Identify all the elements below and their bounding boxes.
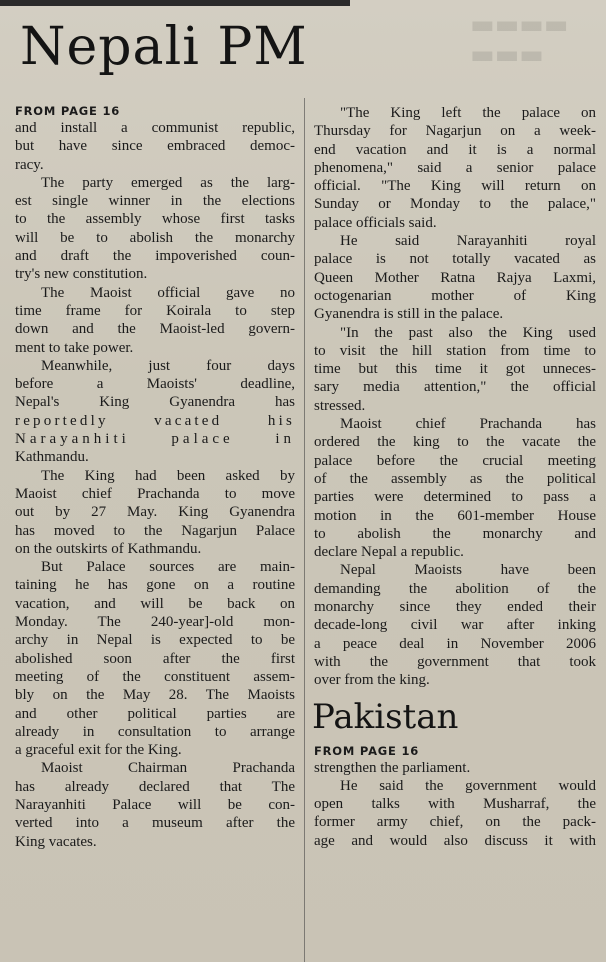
left-column-text bbox=[15, 119, 295, 851]
text-line: Kathmandu. bbox=[15, 449, 89, 466]
text-line: open talks with Musharraf, the bbox=[314, 796, 596, 813]
text-line: out by 27 May. King Gyanendra bbox=[15, 504, 295, 521]
text-line: and draft the impoverished coun- bbox=[15, 248, 295, 265]
text-line: The party emerged as the larg- bbox=[41, 174, 295, 191]
text-line: parties were determined to pass a bbox=[314, 489, 596, 506]
pakistan-headline: Pakistan bbox=[312, 696, 459, 737]
text-line: Nepal's King Gyanendra has bbox=[15, 394, 295, 411]
text-line: ment to take power. bbox=[15, 339, 134, 356]
text-line: Meanwhile, just four days bbox=[41, 357, 295, 374]
text-line: Queen Mother Ratna Rajya Laxmi, bbox=[314, 269, 596, 286]
text-line: and other political parties are bbox=[15, 705, 295, 722]
text-line: time frame for Koirala to step bbox=[15, 302, 295, 319]
right-column bbox=[314, 104, 596, 850]
text-line: demanding the abolition of the bbox=[314, 580, 596, 597]
text-line: down and the Maoist-led govern- bbox=[15, 321, 295, 338]
text-line: Thursday for Nagarjun on a week- bbox=[314, 123, 596, 140]
text-line: Nepal Maoists have been bbox=[340, 562, 596, 579]
text-line: over from the king. bbox=[314, 672, 430, 689]
text-line: octogenarian mother of King bbox=[314, 287, 596, 304]
text-line: Maoist chief Prachanda to move bbox=[15, 485, 295, 502]
bleed-through-shadow: ▬▬▬▬ ▬▬▬ bbox=[470, 10, 569, 70]
text-line: taining he has gone on a routine bbox=[15, 577, 295, 594]
text-line: abolished soon after the first bbox=[15, 650, 295, 667]
text-line: Monday. The 240-year]-old mon- bbox=[15, 614, 295, 631]
article-headline: Nepali PM bbox=[20, 17, 308, 77]
text-line: former army chief, on the pack- bbox=[314, 814, 596, 831]
right-column-text bbox=[314, 104, 596, 690]
text-line: racy. bbox=[15, 156, 44, 173]
text-line: try's new constitution. bbox=[15, 266, 148, 283]
pakistan-text bbox=[314, 759, 596, 850]
text-line: Sunday or Monday to the palace," bbox=[314, 196, 596, 213]
text-line: Narayanhiti Palace will be con- bbox=[15, 796, 295, 813]
text-line: a peace deal in November 2006 bbox=[314, 635, 596, 652]
top-rule bbox=[0, 0, 350, 6]
text-line: King vacates. bbox=[15, 833, 97, 850]
text-line: verted into a museum after the bbox=[15, 815, 295, 832]
text-line: declare Nepal a republic. bbox=[314, 544, 464, 561]
text-line: with the government that took bbox=[314, 653, 596, 670]
text-line: palace before the crucial meeting bbox=[314, 452, 596, 469]
text-line: on the outskirts of Kathmandu. bbox=[15, 540, 202, 557]
text-line: Gyanendra is still in the palace. bbox=[314, 306, 504, 323]
text-line: official. "The King will return on bbox=[314, 178, 596, 195]
left-column bbox=[15, 104, 295, 851]
text-line: est single winner in the elections bbox=[15, 193, 295, 210]
text-line: "In the past also the King used bbox=[340, 324, 596, 341]
text-line: time but this time it got unneces- bbox=[314, 361, 596, 378]
text-line: archy in Nepal is expected to be bbox=[15, 632, 295, 649]
text-line: to abolish the monarchy and bbox=[314, 525, 596, 542]
text-line: to visit the hill station from time to bbox=[314, 342, 596, 359]
text-line: reportedly vacated his bbox=[15, 412, 295, 429]
text-line: But Palace sources are main- bbox=[41, 559, 295, 576]
text-line: The King had been asked by bbox=[41, 467, 295, 484]
text-line: but have since embraced democ- bbox=[15, 138, 295, 155]
text-line: palace is not totally vacated as bbox=[314, 251, 596, 268]
text-line: The Maoist official gave no bbox=[41, 284, 295, 301]
text-line: meeting of the constituent assem- bbox=[15, 668, 295, 685]
text-line: a graceful exit for the King. bbox=[15, 742, 182, 759]
text-line: strengthen the parliament. bbox=[314, 759, 471, 776]
text-line: already in consultation to arrange bbox=[15, 723, 295, 740]
text-line: ordered the king to the vacate the bbox=[314, 434, 596, 451]
text-line: motion in the 601-member House bbox=[314, 507, 596, 524]
text-line: has moved to the Nagarjun Palace bbox=[15, 522, 295, 539]
text-line: stressed. bbox=[314, 397, 366, 414]
text-line: Narayanhiti palace in bbox=[15, 431, 295, 448]
text-line: "The King left the palace on bbox=[340, 105, 596, 121]
text-line: has already declared that The bbox=[15, 778, 295, 795]
text-line: monarchy since they ended their bbox=[314, 599, 596, 616]
continuation-kicker: FROM PAGE 16 bbox=[15, 104, 121, 118]
text-line: end vacation and it is a normal bbox=[314, 141, 596, 158]
text-line: sary media attention," the official bbox=[314, 379, 596, 396]
text-line: to the assembly whose first tasks bbox=[15, 211, 295, 228]
text-line: before a Maoists' deadline, bbox=[15, 376, 295, 393]
text-line: vacation, and will be back on bbox=[15, 595, 295, 612]
text-line: He said Narayanhiti royal bbox=[340, 233, 596, 250]
column-divider bbox=[304, 98, 305, 962]
text-line: of the assembly as the political bbox=[314, 470, 596, 487]
text-line: He said the government would bbox=[340, 777, 596, 794]
text-line: palace officials said. bbox=[314, 214, 437, 231]
text-line: Maoist chief Prachanda has bbox=[340, 416, 596, 433]
text-line: and install a communist republic, bbox=[15, 120, 295, 136]
pakistan-kicker: FROM PAGE 16 bbox=[314, 743, 420, 758]
text-line: bly on the May 28. The Maoists bbox=[15, 687, 295, 704]
text-line: decade-long civil war after inking bbox=[314, 617, 596, 634]
text-line: will be to abolish the monarchy bbox=[15, 229, 295, 246]
text-line: Maoist Chairman Prachanda bbox=[41, 760, 295, 777]
text-line: phenomena," said a senior palace bbox=[314, 159, 596, 176]
text-line: age and would also discuss it with bbox=[314, 832, 596, 849]
